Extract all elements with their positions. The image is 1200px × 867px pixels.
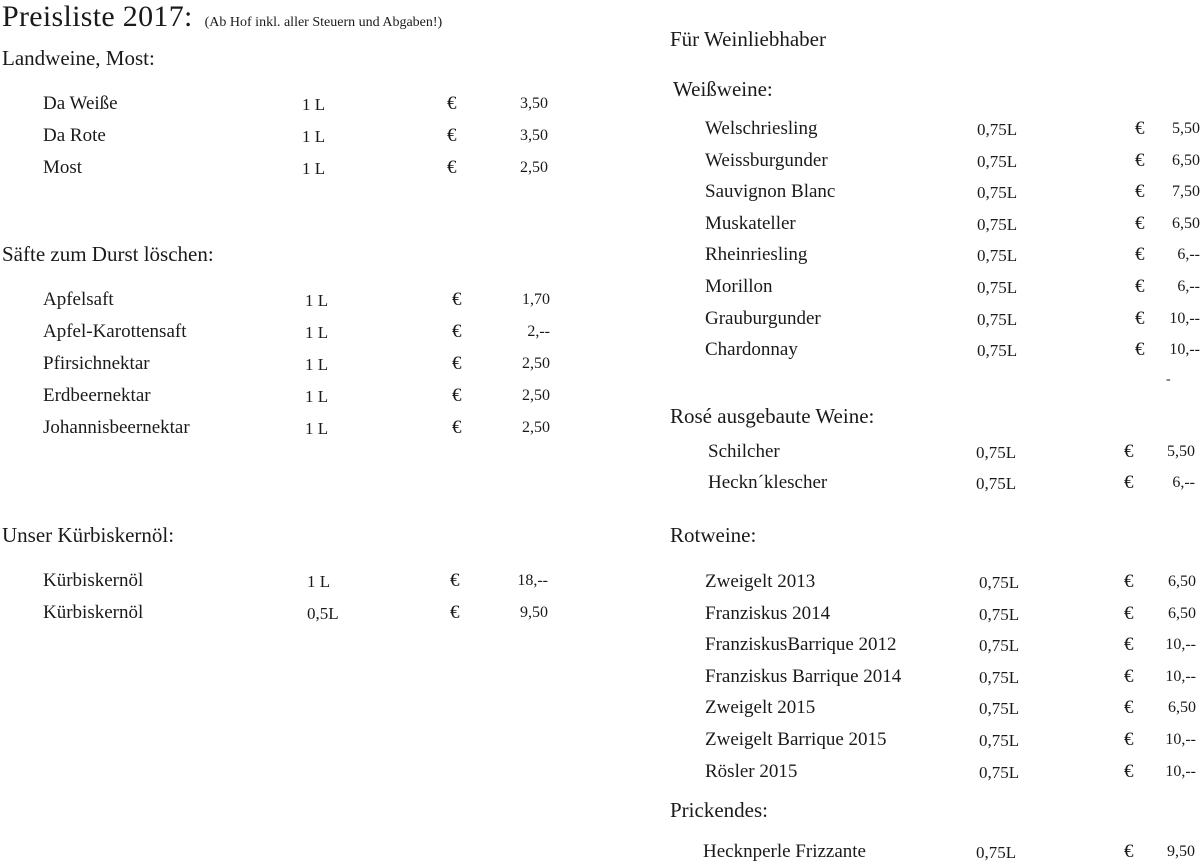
currency-symbol: € — [1124, 571, 1134, 592]
item-price: 10,-- — [1165, 667, 1196, 685]
heading-weissweine: Weißweine: — [673, 77, 773, 101]
currency-symbol: € — [1124, 634, 1134, 656]
item-price: 6,50 — [1168, 699, 1196, 717]
item-volume: 0,75L — [976, 474, 1017, 493]
item-volume: 0,75L — [979, 762, 1020, 782]
price-row — [0, 571, 1200, 597]
item-name: Apfelsaft — [43, 289, 114, 310]
price-row — [0, 385, 1200, 411]
item-name: Weissburgunder — [705, 149, 828, 171]
item-price: 7,50 — [1172, 183, 1200, 201]
price-row — [0, 697, 1200, 723]
item-price: 6,50 — [1172, 214, 1200, 232]
item-volume: 0,75L — [977, 278, 1018, 297]
item-name: Most — [43, 157, 83, 178]
item-name: Zweigelt 2015 — [705, 697, 816, 719]
item-price: 5,50 — [1167, 443, 1195, 460]
price-row — [0, 634, 1200, 660]
item-price: 6,-- — [1177, 278, 1200, 295]
price-row — [0, 603, 1200, 629]
price-row — [0, 244, 1200, 270]
item-price: 9,50 — [520, 604, 548, 621]
item-volume: 0,75L — [979, 573, 1020, 592]
item-price: 6,50 — [1168, 573, 1196, 590]
item-price: 3,50 — [520, 95, 548, 112]
item-volume: 0,75L — [977, 214, 1018, 234]
currency-symbol: € — [447, 157, 457, 178]
item-volume: 0,75L — [977, 246, 1018, 266]
price-row — [0, 666, 1200, 692]
currency-symbol: € — [1124, 472, 1134, 493]
heading-kuerbis: Unser Kürbiskernöl: — [2, 523, 175, 547]
price-row — [0, 276, 1200, 302]
price-row — [0, 150, 1200, 176]
price-row — [0, 417, 1200, 443]
currency-symbol: € — [452, 417, 462, 438]
item-name: Heckn´klescher — [708, 472, 828, 493]
item-name: Schilcher — [708, 441, 780, 462]
item-name: Franziskus Barrique 2014 — [705, 665, 902, 687]
price-row — [0, 841, 1200, 867]
item-volume: 0,75L — [976, 443, 1017, 462]
item-price: 2,50 — [522, 387, 550, 404]
currency-symbol: € — [1135, 212, 1145, 234]
price-row — [0, 761, 1200, 787]
item-volume: 1 L — [307, 572, 331, 591]
currency-symbol: € — [1135, 181, 1145, 203]
item-name: Erdbeernektar — [43, 385, 151, 406]
item-volume: 0,75L — [979, 699, 1020, 719]
title-row — [2, 0, 442, 34]
price-row — [0, 118, 1200, 144]
item-volume: 1 L — [305, 387, 329, 406]
item-name: Morillon — [705, 276, 773, 297]
heading-rose: Rosé ausgebaute Weine: — [670, 404, 875, 428]
price-row — [0, 472, 1200, 498]
item-price: 2,50 — [522, 419, 550, 436]
currency-symbol: € — [447, 93, 457, 114]
heading-saefte: Säfte zum Durst löschen: — [2, 242, 214, 266]
item-volume: 1 L — [305, 419, 329, 438]
item-volume: 0,75L — [977, 151, 1018, 171]
currency-symbol: € — [1124, 729, 1134, 750]
item-price: 2,50 — [522, 355, 550, 372]
item-price: 10,-- — [1169, 341, 1200, 359]
item-volume: 0,75L — [977, 341, 1018, 361]
item-volume: 1 L — [305, 355, 329, 374]
item-price: 10,-- — [1169, 309, 1200, 327]
currency-symbol: € — [452, 321, 462, 342]
item-name: Zweigelt Barrique 2015 — [705, 729, 887, 750]
item-price: 6,-- — [1172, 474, 1195, 491]
price-row — [0, 308, 1200, 334]
item-volume: 1 L — [302, 159, 326, 178]
item-name: Johannisbeernektar — [43, 417, 190, 438]
currency-symbol: € — [447, 125, 457, 146]
item-price: 10,-- — [1165, 762, 1196, 780]
item-name: Muskateller — [705, 212, 796, 234]
price-row — [0, 93, 1200, 119]
item-name: Apfel-Karottensaft — [43, 321, 187, 342]
currency-symbol: € — [1124, 841, 1134, 862]
item-volume: 1 L — [302, 95, 326, 114]
item-volume: 0,75L — [979, 636, 1020, 656]
currency-symbol: € — [1135, 307, 1145, 329]
item-name: Welschriesling — [705, 118, 818, 139]
page-subtitle: (Ab Hof inkl. aller Steuern und Abgaben!) — [204, 15, 443, 30]
item-volume: 0,75L — [979, 604, 1020, 624]
item-price: 10,-- — [1165, 731, 1196, 748]
item-name: Hecknperle Frizzante — [703, 841, 866, 862]
item-price: 3,50 — [520, 127, 548, 144]
item-price: 2,50 — [520, 159, 548, 176]
item-name: Da Rote — [43, 125, 106, 146]
item-volume: 1 L — [302, 127, 326, 146]
item-volume: 0,75L — [979, 667, 1020, 687]
price-row — [0, 213, 1200, 239]
item-price: 6,-- — [1177, 246, 1200, 264]
currency-symbol: € — [1124, 760, 1134, 782]
page-title: Preisliste 2017: — [2, 0, 193, 33]
heading-weinliebhaber: Für Weinliebhaber — [670, 27, 826, 51]
item-volume: 1 L — [305, 323, 329, 342]
item-price: 6,50 — [1168, 604, 1196, 622]
currency-symbol: € — [1135, 118, 1145, 139]
item-volume: 1 L — [305, 291, 329, 310]
currency-symbol: € — [1135, 244, 1145, 266]
item-name: Franziskus 2014 — [705, 602, 831, 624]
item-price: 9,50 — [1167, 843, 1195, 860]
item-name: Sauvignon Blanc — [705, 181, 836, 203]
item-name: Rösler 2015 — [705, 760, 798, 782]
item-price: 18,-- — [517, 572, 548, 589]
price-row — [0, 729, 1200, 755]
item-name: Pfirsichnektar — [43, 353, 150, 374]
item-name: Rheinriesling — [705, 244, 808, 266]
price-row — [0, 181, 1200, 207]
item-price: 2,-- — [527, 323, 550, 340]
item-name: Kürbiskernöl — [43, 602, 144, 623]
item-volume: 0,5L — [307, 604, 339, 623]
heading-prickendes: Prickendes: — [670, 798, 768, 822]
item-name: FranziskusBarrique 2012 — [705, 634, 897, 656]
currency-symbol: € — [1135, 149, 1145, 171]
currency-symbol: € — [1124, 441, 1134, 462]
item-volume: 0,75L — [977, 120, 1018, 139]
item-price: 6,50 — [1172, 151, 1200, 169]
price-row — [0, 441, 1200, 467]
item-price: 5,50 — [1172, 120, 1200, 137]
price-row — [0, 339, 1200, 365]
item-volume: 0,75L — [976, 843, 1017, 862]
item-volume: 0,75L — [977, 183, 1018, 203]
item-name: Grauburgunder — [705, 307, 821, 329]
currency-symbol: € — [452, 353, 462, 374]
currency-symbol: € — [1124, 665, 1134, 687]
currency-symbol: € — [450, 602, 460, 623]
item-price: 10,-- — [1165, 636, 1196, 654]
currency-symbol: € — [452, 385, 462, 406]
item-name: Chardonnay — [705, 339, 798, 361]
item-name: Kürbiskernöl — [43, 570, 144, 591]
currency-symbol: € — [1135, 339, 1145, 361]
item-name: Zweigelt 2013 — [705, 571, 816, 592]
currency-symbol: € — [1135, 276, 1145, 297]
item-volume: 0,75L — [977, 309, 1018, 329]
item-name: Da Weiße — [43, 93, 118, 114]
currency-symbol: € — [452, 289, 462, 310]
currency-symbol: € — [1124, 697, 1134, 719]
item-price: 1,70 — [522, 291, 550, 308]
item-volume: 0,75L — [979, 731, 1020, 750]
heading-rotweine: Rotweine: — [670, 523, 757, 547]
heading-landweine: Landweine, Most: — [2, 46, 155, 70]
currency-symbol: € — [1124, 602, 1134, 624]
stray-mark: - — [1166, 372, 1171, 387]
currency-symbol: € — [450, 570, 460, 591]
